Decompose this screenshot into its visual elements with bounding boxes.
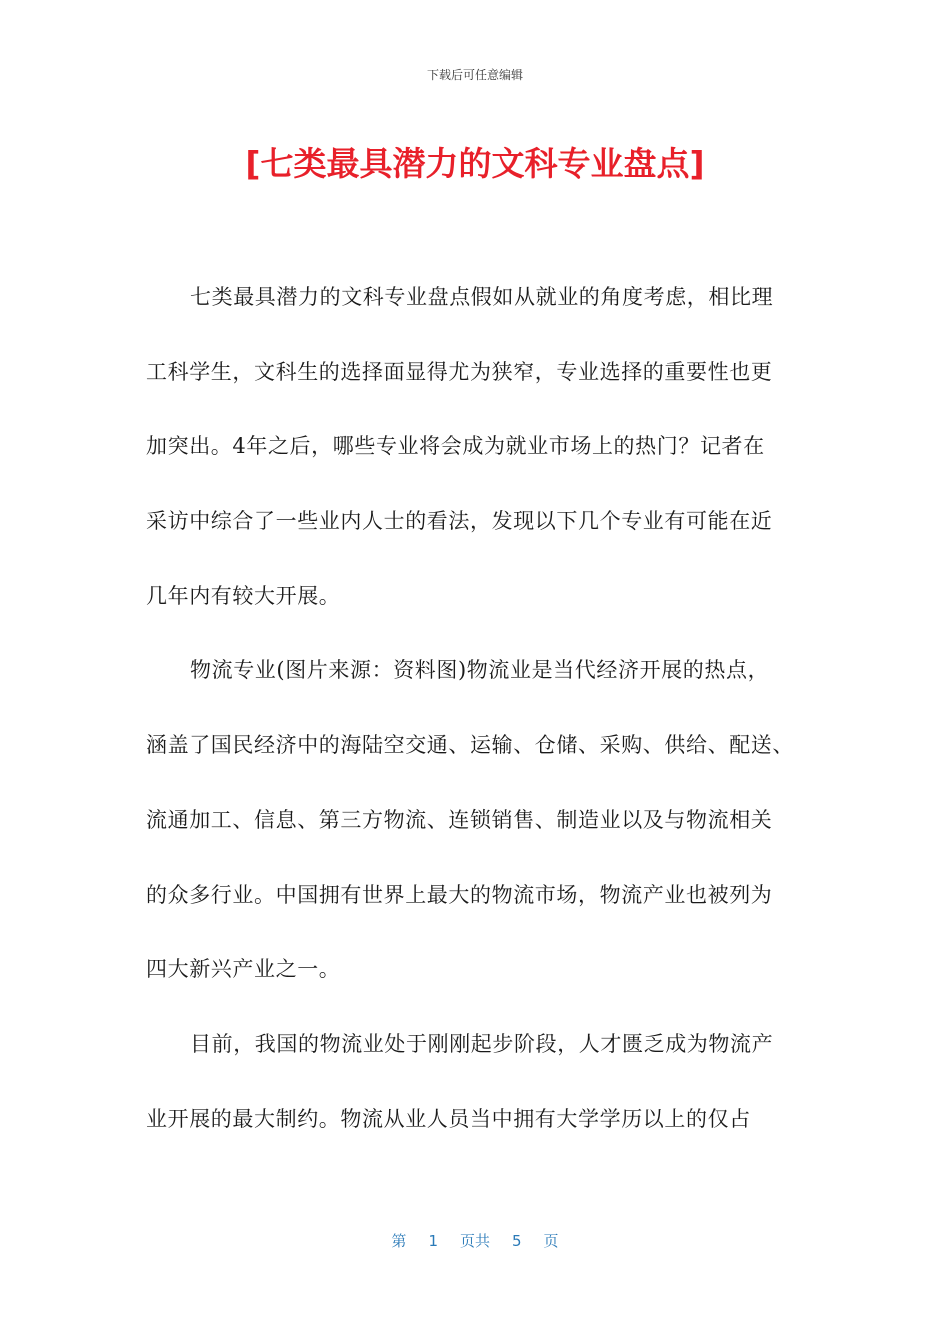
paragraph-2-line-4: 的众多行业。中国拥有世界上最大的物流市场，物流产业也被列为 — [146, 882, 773, 907]
page-header-note: 下载后可任意编辑 — [426, 68, 523, 82]
paragraph-1-line-5: 几年内有较大开展。 — [146, 583, 341, 608]
paragraph-2-line-3: 流通加工、信息、第三方物流、连锁销售、制造业以及与物流相关 — [146, 807, 773, 832]
document-body — [146, 277, 806, 1173]
paragraph-1-line-3: 加突出。4年之后，哪些专业将会成为就业市场上的热门？记者在 — [146, 434, 765, 459]
footer-prefix: 第 — [391, 1232, 407, 1250]
paragraph-1-line-1: 七类最具潜力的文科专业盘点假如从就业的角度考虑，相比理 — [190, 285, 774, 309]
paragraph-1-line-2: 工科学生，文科生的选择面显得尤为狭窄，专业选择的重要性也更 — [146, 359, 773, 384]
paragraph-2-line-2: 涵盖了国民经济中的海陆空交通、运输、仓储、采购、供给、配送、 — [146, 733, 794, 758]
paragraph-2-line-5: 四大新兴产业之一。 — [146, 957, 341, 982]
footer-current-page: 1 — [428, 1232, 438, 1250]
paragraph-1-line-4: 采访中综合了一些业内人士的看法，发现以下几个专业有可能在近 — [146, 509, 773, 534]
paragraph-3-line-2: 业开展的最大制约。物流从业人员当中拥有大学学历以上的仅占 — [146, 1106, 751, 1131]
paragraph-3-line-1: 目前，我国的物流业处于刚刚起步阶段，人才匮乏成为物流产 — [190, 1031, 774, 1056]
page-footer — [0, 1230, 950, 1251]
footer-total-pages: 5 — [512, 1232, 522, 1250]
paragraph-2-line-1: 物流专业(图片来源：资料图)物流业是当代经济开展的热点， — [190, 658, 770, 683]
document-title: [七类最具潜力的文科专业盘点] — [245, 144, 705, 183]
footer-suffix: 页 — [543, 1232, 559, 1250]
footer-middle: 页共 — [459, 1232, 490, 1250]
